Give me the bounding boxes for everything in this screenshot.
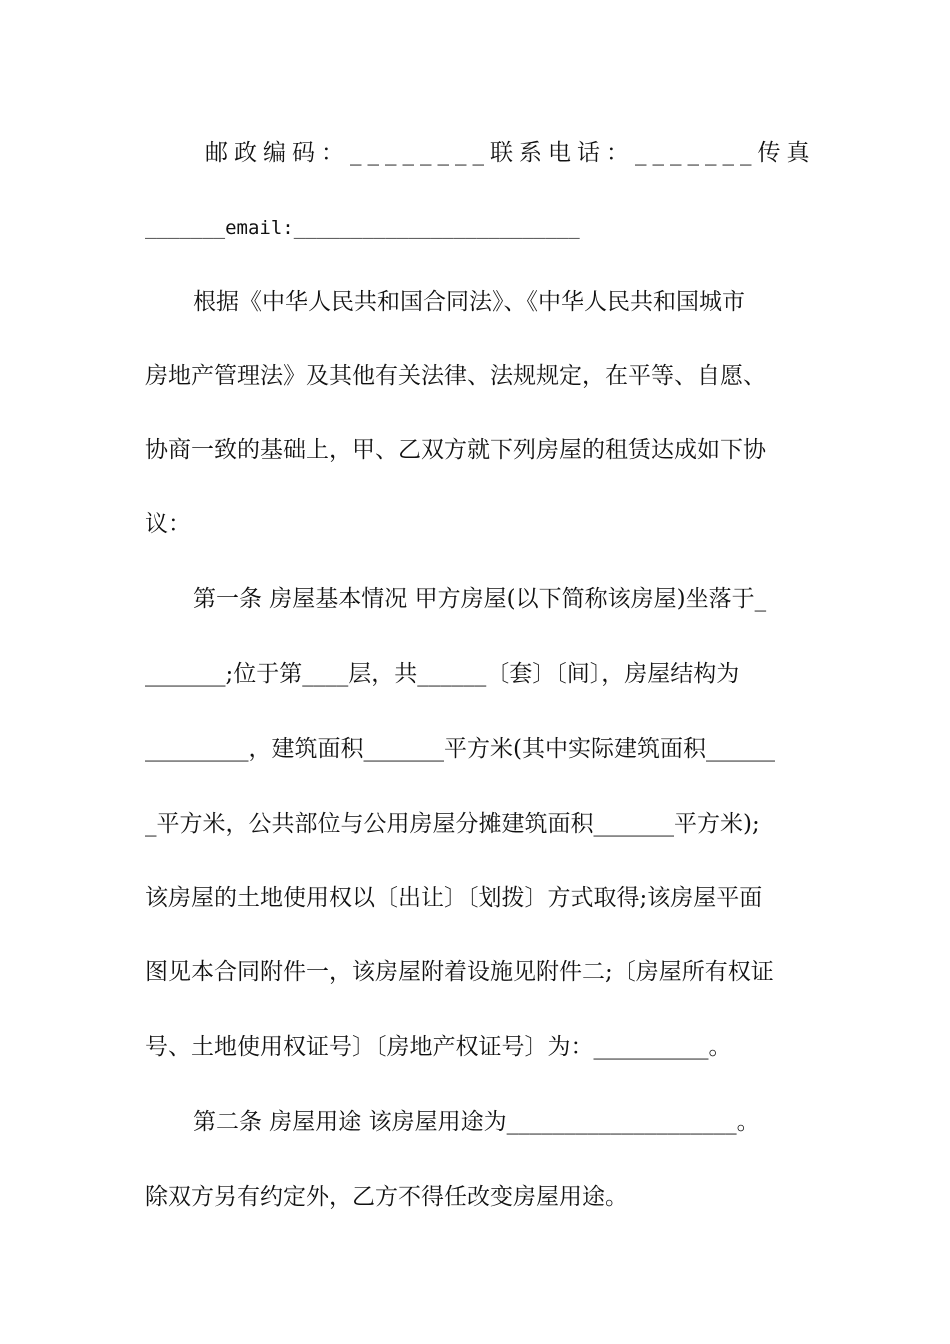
postal-code-field: 邮政编码：________ (205, 140, 490, 166)
article-line: 除双方另有约定外，乙方不得任改变房屋用途。 (145, 1184, 628, 1210)
paragraph-line: 房地产管理法》及其他有关法律、法规规定，在平等、自愿、 (145, 363, 766, 389)
article-line: 号、土地使用权证号〕〔房地产权证号〕为：__________。 (145, 1034, 732, 1060)
article-two-title: 第二条 房屋用途 该房屋用途为____________________。 (193, 1109, 760, 1135)
article-line: 该房屋的土地使用权以〔出让〕〔划拨〕方式取得;该房屋平面 (145, 885, 763, 911)
phone-field: 联系电话：_______ (490, 140, 758, 166)
article-line: _______;位于第____层，共______〔套〕〔间〕，房屋结构为 (145, 661, 740, 687)
article-line: 图见本合同附件一，该房屋附着设施见附件二;〔房屋所有权证 (145, 959, 774, 985)
article-one-title: 第一条 房屋基本情况 甲方房屋(以下简称该房屋)坐落于_ (193, 586, 767, 612)
paragraph-line: 协商一致的基础上，甲、乙双方就下列房屋的租赁达成如下协 (145, 437, 766, 463)
fax-field: 传真 (757, 140, 816, 166)
contact-line (205, 138, 816, 168)
article-line: _________，建筑面积_______平方米(其中实际建筑面积______ (145, 736, 775, 762)
paragraph-line: 根据《中华人民共和国合同法》、《中华人民共和国城市 (193, 289, 745, 315)
email-line: _______email:_________________________ (145, 217, 580, 239)
paragraph-line: 议： (145, 511, 191, 537)
article-line: _平方米，公共部位与公用房屋分摊建筑面积_______平方米); (145, 811, 760, 837)
